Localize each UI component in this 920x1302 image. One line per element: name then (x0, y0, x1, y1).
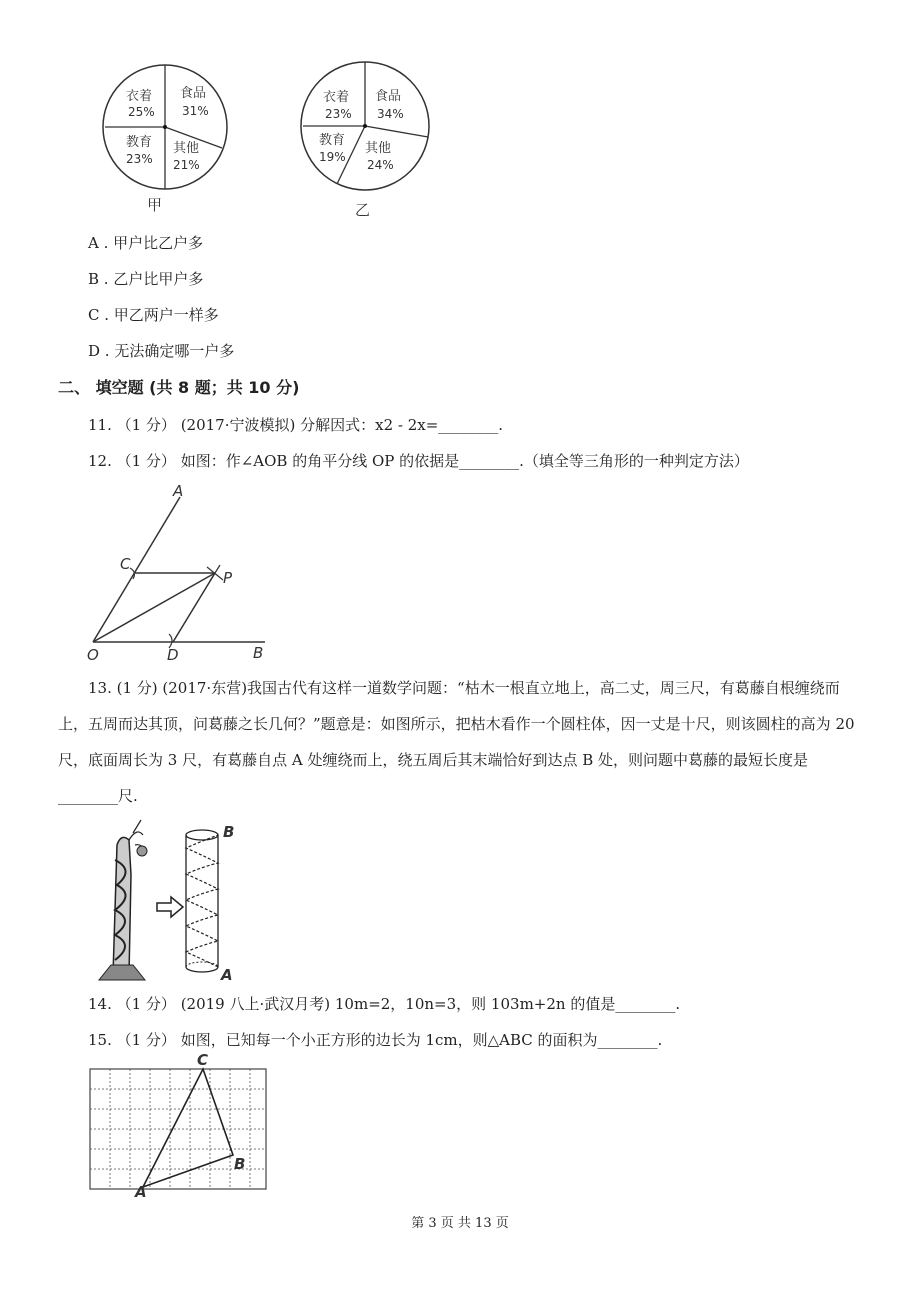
pie-jia-slice-value: 21% (173, 158, 200, 172)
pie-yi-slice-label: 衣着 (323, 90, 350, 105)
pie-jia-slice-label: 教育 (126, 135, 153, 150)
point-label-d: D (167, 646, 179, 662)
triangle-label-b: B (234, 1155, 246, 1173)
pie-yi-slice-value: 34% (377, 107, 404, 121)
option-a: A . 甲户比乙户多 (88, 234, 204, 252)
section-heading: 二、 填空题 (共 8 题；共 10 分) (58, 378, 300, 397)
pie-yi-slice-label: 食品 (375, 89, 402, 104)
pie-yi-slice-value: 19% (319, 150, 346, 164)
pie-jia-slice-label: 食品 (180, 86, 207, 101)
question-13: 13. (1 分) (2017·东营)我国古代有这样一道数学问题：“枯木一根直立地上，高二丈，周三尺，有葛藤自根缠绕而上，五周而达其顶，问葛藤之长几何？”题意是：如图所示，把枯木看作一个圆柱体，因一丈是十尺，则该圆柱的高为 20 尺，底面周长为 3 尺，有葛藤自点 A 处缠绕而上，绕五周后其末端恰好到达点 B 处，则问题中葛藤的最短长度是________尺. (58, 679, 855, 805)
triangle-label-a: A (135, 1183, 147, 1197)
point-label-b: B (253, 644, 264, 662)
option-b: B . 乙户比甲户多 (88, 270, 204, 288)
option-d: D . 无法确定哪一户多 (88, 342, 235, 360)
pie-jia-slice-value: 23% (126, 152, 153, 166)
grid-triangle-figure (85, 1052, 275, 1197)
point-label-o: O (87, 646, 99, 662)
pie-yi-slice-value: 23% (325, 107, 352, 121)
pie-jia-caption: 甲 (147, 196, 163, 214)
pie-jia-slice-label: 衣着 (126, 89, 153, 104)
point-label-p: P (223, 569, 233, 587)
pie-yi-slice-value: 24% (367, 158, 394, 172)
question-15: 15. （1 分） 如图，已知每一个小正方形的边长为 1cm，则△ABC 的面积为________. (88, 1031, 663, 1049)
pie-jia-slice-label: 其他 (173, 141, 200, 156)
pie-chart-jia (100, 55, 235, 220)
question-11: 11. （1 分） (2017·宁波模拟) 分解因式：x2 - 2x=________. (88, 416, 504, 434)
pie-chart-yi (297, 55, 437, 225)
pie-jia-slice-value: 31% (182, 104, 209, 118)
pie-yi-slice-label: 教育 (319, 133, 346, 148)
point-label-c: C (120, 555, 131, 573)
option-c: C . 甲乙两户一样多 (88, 306, 219, 324)
angle-bisector-figure (85, 482, 275, 662)
question-14: 14. （1 分） (2019 八上·武汉月考) 10m=2，10n=3，则 103m+2n 的值是________. (88, 995, 681, 1013)
cylinder-label-b: B (223, 823, 235, 841)
tree-cylinder-figure (85, 815, 265, 985)
triangle-label-c: C (197, 1052, 209, 1069)
pie-yi-caption: 乙 (355, 201, 371, 219)
cylinder-label-a: A (221, 966, 233, 984)
question-12: 12. （1 分） 如图：作∠AOB 的角平分线 OP 的依据是________.（填全等三角形的一种判定方法） (88, 452, 749, 470)
pie-jia-slice-value: 25% (128, 105, 155, 119)
point-label-a: A (173, 482, 184, 500)
page-footer: 第 3 页 共 13 页 (411, 1216, 509, 1231)
pie-yi-slice-label: 其他 (365, 141, 392, 156)
